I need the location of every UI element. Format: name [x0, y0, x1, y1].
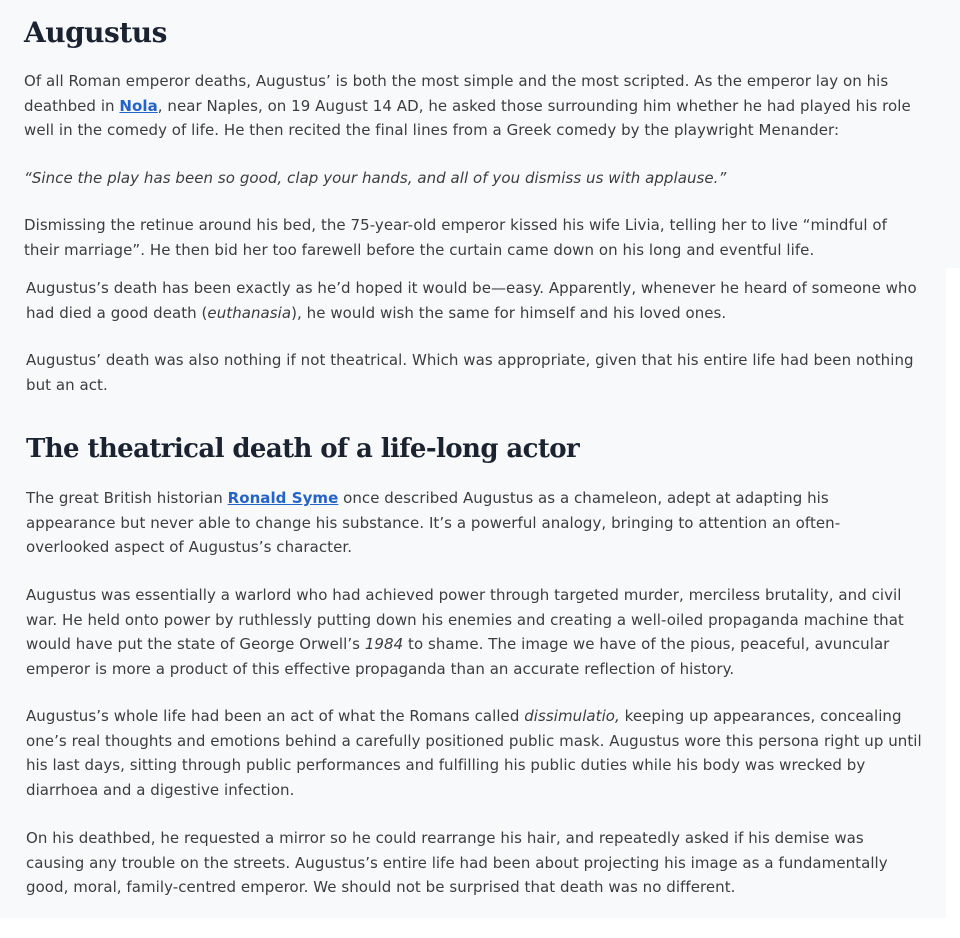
paragraph-6 — [26, 583, 926, 681]
paragraph-8 — [26, 826, 926, 900]
paragraph-7-italic: dissimulatio, — [524, 707, 620, 725]
paragraph-5 — [26, 486, 856, 560]
paragraph-7 — [26, 704, 926, 802]
paragraph-1-text-a: Of all Roman emperor deaths, Augustus’ is both the most simple and the most scripted. As the emperor lay on his deathbed in — [24, 72, 889, 115]
paragraph-5-text-a: The great British historian — [26, 489, 228, 507]
paragraph-3 — [26, 276, 926, 325]
paragraph-6-text-b: to shame. The image we have of the pious, peaceful, avuncular emperor is more a product of this effective propaganda than an accurate reflection of history. — [26, 635, 890, 678]
paragraph-6-text-a: Augustus was essentially a warlord who had achieved power through targeted murder, merciless brutality, and civil war. He held onto power by ruthlessly putting down his enemies and creating a well-oiled propaganda machine that would have put the state of George Orwell’s — [26, 586, 904, 654]
link-nola[interactable]: Nola — [119, 96, 158, 115]
paragraph-8-text: On his deathbed, he requested a mirror so he could rearrange his hair, and repeatedly asked if his demise was causing any trouble on the streets. Augustus’s entire life had been about projecting his image as a fundamentally good, moral, family-centred emperor. We should not be surprised that death was no different. — [26, 829, 888, 897]
paragraph-3-text-b: ), he would wish the same for himself and his loved ones. — [291, 303, 727, 322]
paragraph-5-text-b: once described Augustus as a chameleon, adept at adapting his appearance but never able to change his substance. It’s a powerful analogy, bringing to attention an often-overlooked aspect of Augustus’s character. — [26, 489, 841, 557]
paragraph-7-text-a: Augustus’s whole life had been an act of what the Romans called — [26, 707, 525, 725]
menander-quote: “Since the play has been so good, clap your hands, and all of you dismiss us with applause.” — [24, 169, 727, 187]
heading-augustus: Augustus — [24, 16, 167, 49]
paragraph-1 — [24, 69, 924, 143]
paragraph-1-text-b: , near Naples, on 19 August 14 AD, he asked those surrounding him whether he had played his role well in the comedy of life. He then recited the final lines from a Greek comedy by the playwright Menander: — [24, 96, 911, 140]
paragraph-4-text: Augustus’ death was also nothing if not theatrical. Which was appropriate, given that his entire life had been nothing but an act. — [26, 351, 914, 394]
paragraph-4 — [26, 348, 926, 397]
quote-block — [24, 166, 924, 191]
heading-theatrical-death: The theatrical death of a life-long actor — [26, 434, 580, 464]
paragraph-3-text-a: Augustus’s death has been exactly as he’d hoped it would be—easy. Apparently, whenever he heard of someone who had died a good death ( — [26, 279, 917, 322]
paragraph-7-text-b: keeping up appearances, concealing one’s real thoughts and emotions behind a carefully positioned public mask. Augustus wore this persona right up until his last days, sitting through public performances and fulfilling his public duties while his body was wrecked by diarrhoea and a digestive infection. — [26, 707, 922, 799]
link-ronald-syme[interactable]: Ronald Syme — [227, 489, 339, 507]
paragraph-6-italic: 1984 — [364, 635, 404, 654]
paragraph-2 — [24, 213, 904, 262]
paragraph-3-italic: euthanasia — [207, 303, 292, 322]
paragraph-2-text: Dismissing the retinue around his bed, the 75-year-old emperor kissed his wife Livia, telling her to live “mindful of their marriage”. He then bid her too farewell before the curtain came down on his long and eventful life. — [24, 216, 887, 259]
